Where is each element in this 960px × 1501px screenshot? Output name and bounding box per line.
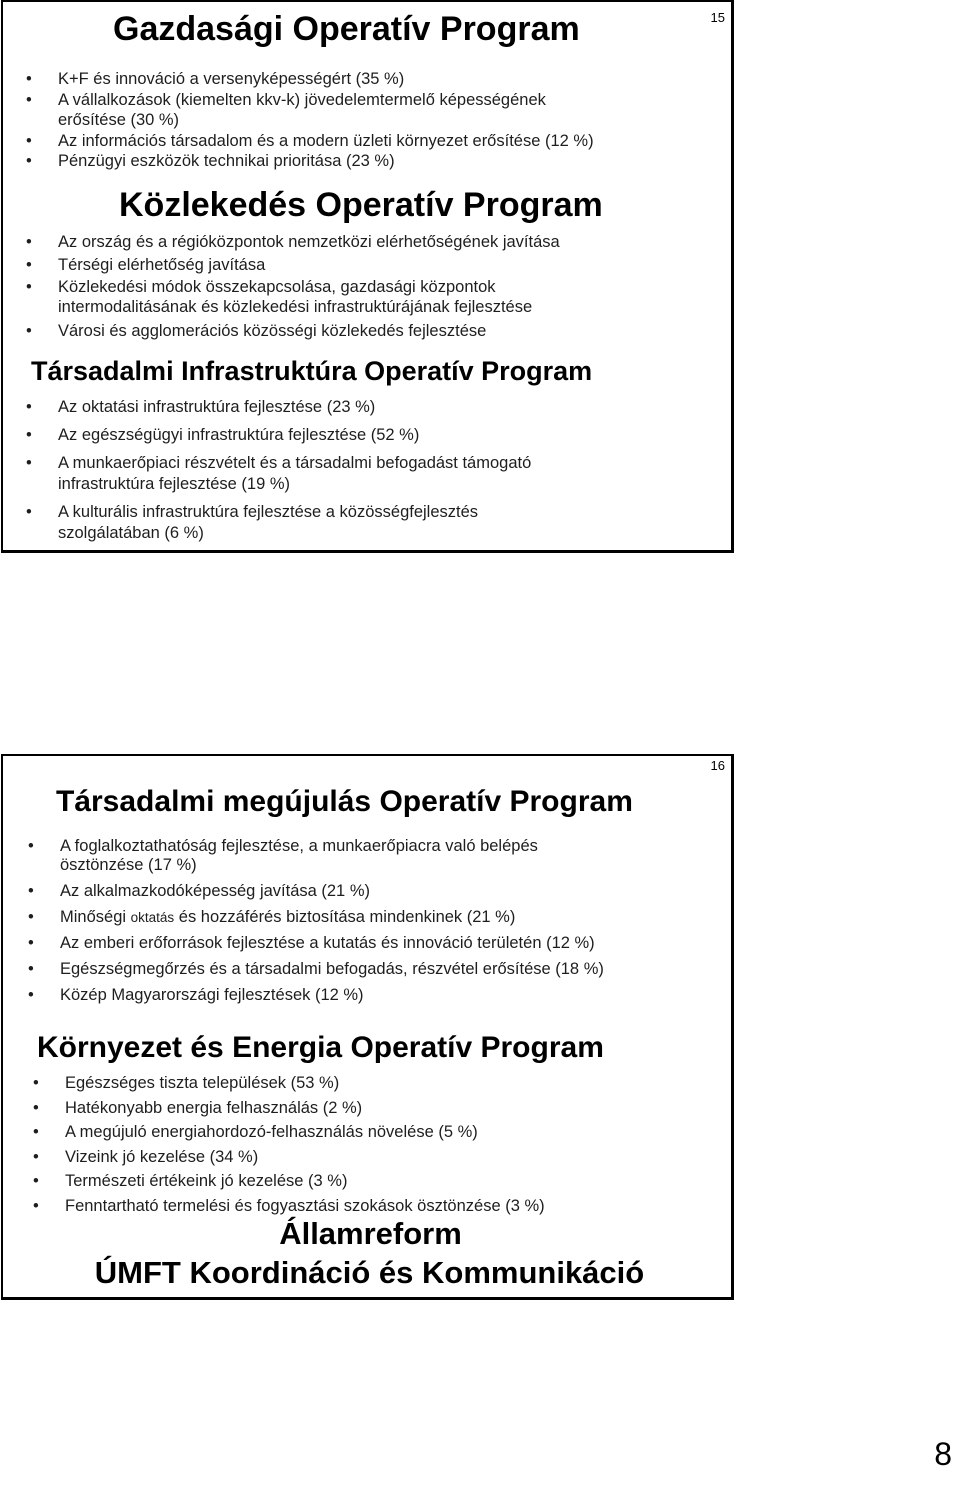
tamop-list [60,837,604,1005]
list-item-text: ösztönzése (17 %) [60,856,197,874]
kiop-list [65,1071,545,1218]
section-title-kiop: Környezet és Energia Operatív Program [37,1031,604,1064]
page-number: 8 [934,1436,952,1472]
list-item [58,231,560,254]
list-item-text: Az oktatási infrastruktúra fejlesztése (23 %) [58,398,376,416]
umft-text: ÚMFT Koordináció és Kommunikáció [94,1255,645,1290]
list-item-text: Az emberi erőforrások fejlesztése a kutatás és innováció területén (12 %) [60,934,595,952]
list-item [60,837,604,875]
list-item [58,131,594,152]
allamreform-text: Államreform [279,1216,462,1251]
list-item [58,254,560,277]
slide-16 [1,754,734,1300]
list-item [58,397,531,418]
gop-list [58,69,594,172]
list-item [58,151,594,172]
list-item [65,1194,545,1219]
list-item-text: intermodalitásának és közlekedési infrastruktúrájának fejlesztése [58,298,533,316]
section-title-gop: Gazdasági Operatív Program [113,10,580,48]
list-item-text: • A vállalkozások (kiemelten kkv-k) jövedelemtermelő képességének [58,90,546,109]
list-item-text: Fenntartható termelési és fogyasztási szokások ösztönzése (3 %) [65,1196,545,1215]
list-item [65,1071,545,1096]
list-item [60,960,604,979]
kozop-list [58,231,560,343]
list-item-text: Az alkalmazkodóképesség javítása (21 %) [60,882,370,900]
list-item-text: Természeti értékeink jó kezelése (3 %) [65,1172,348,1190]
section-title-tiop: Társadalmi Infrastruktúra Operatív Program [31,356,593,386]
list-item-text: szolgálatában (6 %) [58,524,204,542]
list-item-text: Az információs társadalom és a modern üzleti környezet erősítése (12 %) [58,131,594,150]
list-item-text: • A foglalkoztathatóság fejlesztése, a munkaerőpiacra való belépés [60,837,538,855]
list-item-text: Egészséges tiszta települések (53 %) [65,1074,340,1092]
list-item-text: erősítése (30 %) [58,111,180,129]
list-item [65,1120,545,1145]
list-item-text: Egészségmegőrzés és a társadalmi befogadás, részvétel erősítése (18 %) [60,960,604,978]
list-item-text: Hatékonyabb energia felhasználás (2 %) [65,1098,363,1117]
slide-number: 16 [710,758,725,773]
slide-number: 15 [710,10,725,25]
section-title-tamop: Társadalmi megújulás Operatív Program [56,785,633,818]
list-item [65,1169,545,1194]
list-item-text: A megújuló energiahordozó-felhasználás növelése (5 %) [65,1123,478,1141]
list-item-text-small: oktatás [130,910,175,925]
list-item [58,69,594,90]
list-item-text: • A kulturális infrastruktúra fejlesztése a közösségfejlesztés [58,503,479,521]
list-item-text: és hozzáférés biztosítása mindenkinek (21 %) [178,908,516,926]
list-item [60,986,604,1005]
section-title-kozop: Közlekedés Operatív Program [119,186,603,224]
list-item-text: Közép Magyarországi fejlesztések (12 %) [60,986,364,1004]
list-item-text: Az ország és a régióközpontok nemzetközi elérhetőségének javítása [58,233,560,251]
list-item [65,1145,545,1170]
tiop-list [58,397,531,544]
list-item-text: infrastruktúra fejlesztése (19 %) [58,475,291,493]
list-item [58,277,560,317]
section-title-allamreform [3,1216,736,1252]
list-item-text: • A munkaerőpiaci részvételt és a társadalmi befogadást támogató [58,454,532,472]
list-item-text: Vizeink jó kezelése (34 %) [65,1147,259,1166]
list-item [58,425,531,446]
section-title-umft [3,1255,736,1291]
slide-15 [1,0,734,553]
list-item [58,453,531,495]
list-item [58,502,531,544]
list-item [58,90,594,131]
list-item-text: Városi és agglomerációs közösségi közlekedés fejlesztése [58,322,487,340]
list-item-text: K+F és innováció a versenyképességért (35 %) [58,70,405,88]
list-item [60,882,604,901]
list-item-text: Minőségi [60,908,127,926]
list-item [60,934,604,953]
list-item [60,908,604,927]
list-item-text: • Közlekedési módok összekapcsolása, gazdasági központok [58,278,496,296]
list-item [65,1096,545,1121]
list-item-text: Térségi elérhetőség javítása [58,256,266,274]
list-item [58,320,560,343]
list-item-text: Pénzügyi eszközök technikai prioritása (23 %) [58,152,395,170]
list-item-text: Az egészségügyi infrastruktúra fejlesztése (52 %) [58,426,420,444]
